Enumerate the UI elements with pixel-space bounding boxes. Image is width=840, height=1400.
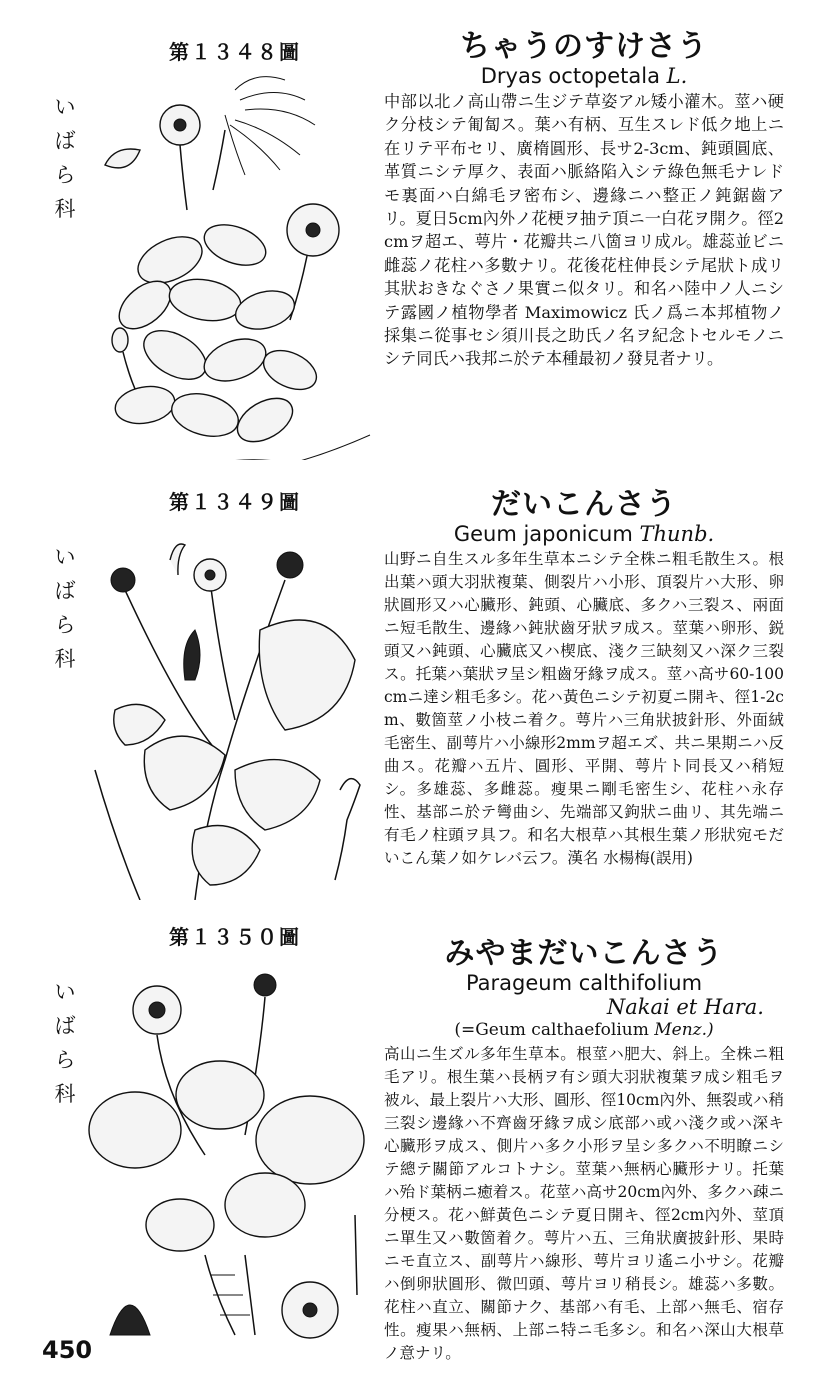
scientific-name-line <box>384 522 784 546</box>
flower-right <box>287 204 339 320</box>
figure-label: 第１３４８圖 <box>169 40 301 64</box>
scientific-author: L. <box>666 64 688 88</box>
description: 高山ニ生ズル多年生草本。根莖ハ肥大、斜上。全株ニ粗毛アリ。根生葉ハ長柄ヲ有シ頭大羽狀複葉ヲ成シ粗毛ヲ被ル、最上裂片ハ大形、圓形、徑10cm內外、無裂或ハ稍三裂シ邊緣ハ不齊齒牙緣ヲ成シ底部ハ或ハ淺ク或ハ深キ心臟形ヲ成ス、側片ハ多ク小形ヲ呈シ多クハ不明瞭ニシテ總テ關節アルコトナシ。莖葉ハ無柄心臟形ナリ。托葉ハ殆ド葉柄ニ癒着ス。花莖ハ高サ20cm內外、多クハ疎ニ分梗ス。花ハ鮮黃色ニシテ夏日開キ、徑2cm內外、莖頂ニ單生又ハ數箇着ク。萼片ハ五、三角狀廣披針形、果時ニモ直立ス、副萼片ハ線形、萼片ヨリ遙ニ小サシ。花瓣ハ倒卵狀圓形、微凹頭、萼片ヨリ稍長シ。雄蕊ハ多數。花柱ハ直立、關節ナク、基部ハ有毛、上部ハ無毛、宿存性。瘦果ハ無柄、上部ニ特ニ毛多シ。和名ハ深山大根草ノ意ナリ。 <box>384 1045 784 1362</box>
family-label: いばら科 <box>54 545 76 671</box>
scientific-author: Nakai et Hara. <box>606 995 764 1019</box>
entry-parageum <box>0 915 840 1362</box>
synonym-author: Menz.) <box>654 1020 714 1040</box>
stalk-detail <box>355 1215 357 1295</box>
japanese-name: みやまだいこんさう <box>444 936 724 971</box>
rhizome <box>205 1255 255 1335</box>
scientific-name: Dryas octopetala <box>480 64 660 88</box>
fruit-detail <box>110 1305 150 1335</box>
basal-leaves <box>89 1061 364 1251</box>
figure-label: 第１３５０圖 <box>169 925 301 949</box>
dryas-illustration <box>85 70 375 460</box>
flower-detail <box>282 1282 338 1338</box>
family-label: いばら科 <box>54 980 76 1106</box>
figure-label: 第１３４９圖 <box>169 490 301 514</box>
scientific-name-line <box>384 64 784 88</box>
entry-geum-japonicum <box>0 480 840 900</box>
japanese-name: だいこんさう <box>491 487 677 522</box>
parageum-illustration <box>85 955 375 1355</box>
scientific-name: Geum japonicum <box>453 522 633 546</box>
leaves <box>114 620 355 885</box>
seed-head-spiky <box>184 630 200 680</box>
family-label: いばら科 <box>54 95 76 221</box>
description: 山野ニ自生スル多年生草本ニシテ全株ニ粗毛散生ス。根出葉ハ頭大羽狀複葉、側裂片ハ小形、頂裂片ハ大形、卵狀圓形又ハ心臟形、鈍頭、心臟底、多クハ三裂ス、兩面ニ短毛散生、邊緣ハ鈍狀齒牙狀ヲ成ス。莖葉ハ卵形、鋭頭又ハ鈍頭、心臟底又ハ楔底、淺ク三缺刻又ハ深ク三裂ス。托葉ハ葉狀ヲ呈シ粗齒牙緣ヲ成ス。莖ハ高サ60-100cmニ達シ粗毛多シ。花ハ黃色ニシテ初夏ニ開キ、徑1-2cm、數箇莖ノ小枝ニ着ク。萼片ハ三角狀披針形、外面絨毛密生、副萼片ハ小線形2mmヲ超エズ、共ニ果期ニハ反曲ス。花瓣ハ五片、圓形、平開、萼片ト同長又ハ稍短シ。多雄蕊、多雌蕊。瘦果ニ剛毛密生シ、花柱ハ永存性、基部ニ於テ彎曲シ、先端部又鉤狀ニ曲リ、其先端ニ有毛ノ柱頭ヲ具フ。和名大根草ハ其根生葉ノ形狀宛モだいこん葉ノ如ケレバ云フ。漢名 水楊梅(誤用) <box>384 550 784 867</box>
scientific-name: Parageum calthifolium <box>465 971 703 995</box>
page-number: 450 <box>42 1336 93 1364</box>
petal-detail <box>105 149 140 168</box>
synonym-name: (=Geum calthaefolium <box>454 1020 649 1040</box>
japanese-name: ちゃうのすけさう <box>460 29 708 64</box>
entry-text <box>384 937 784 1365</box>
entry-text <box>384 488 784 870</box>
scientific-author: Thunb. <box>639 522 715 546</box>
stamen-detail <box>335 779 360 880</box>
leaf-mass <box>110 217 370 460</box>
flower-heads <box>111 544 303 592</box>
description: 中部以北ノ高山帶ニ生ジテ草姿アル矮小灌木。莖ハ硬ク分枝シテ匍匐ス。葉ハ有柄、互生スレド低ク地上ニ在リテ平布セリ、廣楕圓形、長サ2-3cm、鈍頭圓底、革質ニシテ厚ク、表面ハ脈絡陷入シテ綠色無毛ナレドモ裏面ハ白綿毛ヲ密布シ、邊緣ニハ整正ノ鈍鋸齒アリ。夏日5cm內外ノ花梗ヲ抽テ頂ニ一白花ヲ開ク。徑2cmヲ超エ、萼片・花瓣共ニ八箇ヨリ成ル。雄蕊並ビニ雌蕊ノ花柱ハ多數ナリ。花後花柱伸長シテ尾狀ト成リ其狀おきなぐさノ果實ニ似タリ。和名ハ陸中ノ人ニシテ露國ノ植物學者 Maximowicz 氏ノ爲ニ本邦植物ノ採集ニ從事セシ須川長之助氏ノ名ヲ紀念トセルモノニシテ同氏ハ我邦ニ於テ本種最初ノ發見者ナリ。 <box>384 92 784 369</box>
feathery-seed-head <box>213 77 315 190</box>
entry-text <box>384 30 784 371</box>
synonym-line <box>384 1019 784 1041</box>
entry-dryas <box>0 30 840 470</box>
flower-top <box>160 105 200 210</box>
geum-japonicum-illustration <box>85 520 375 900</box>
